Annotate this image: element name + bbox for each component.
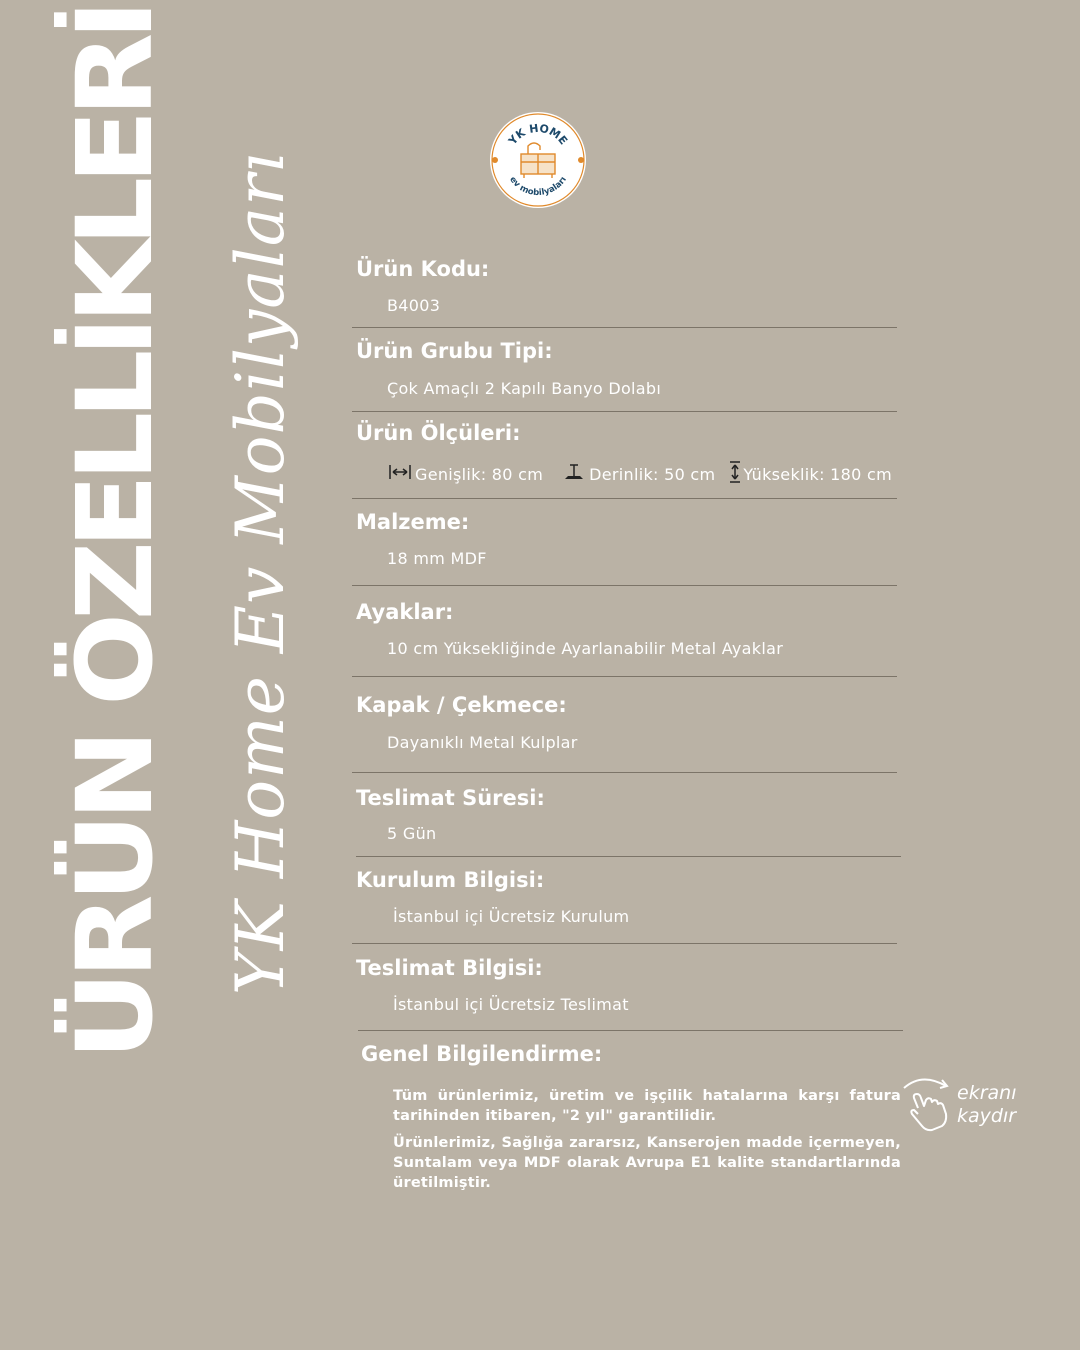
general-note-warranty: Tüm ürünlerimiz, üretim ve işçilik hatalarına karşı fatura tarihinden itibaren, "2 yıl" garantilidir. [393,1088,901,1124]
logo-top-text: YK HOME [506,121,570,148]
width-arrow-icon [389,463,411,485]
installation-title: Kurulum Bilgisi: [356,868,545,892]
divider [352,943,897,944]
divider [352,772,897,773]
width-text: Genişlik: 80 cm [415,464,544,484]
scroll-hint-text [957,1082,1016,1128]
height-arrow-icon [729,461,741,487]
group-value: Çok Amaçlı 2 Kapılı Banyo Dolabı [387,379,662,398]
height-text: Yükseklik: 180 cm [743,464,892,484]
depth-text: Derinlik: 50 cm [589,464,716,484]
divider [352,498,897,499]
group-title: Ürün Grubu Tipi: [356,339,553,363]
code-title: Ürün Kodu: [356,257,490,281]
delivery-info-value: İstanbul içi Ücretsiz Teslimat [393,995,629,1014]
scroll-hint-line1: ekranı [957,1082,1017,1104]
divider [352,327,897,328]
delivery-time-title: Teslimat Süresi: [356,786,545,810]
cover-value: Dayanıklı Metal Kulplar [387,733,578,752]
material-value: 18 mm MDF [387,549,487,568]
divider [352,585,897,586]
divider [358,1030,903,1031]
logo-bottom-text: ev mobilyaları [507,174,569,199]
scroll-hint-line2: kaydır [957,1105,1017,1127]
dimensions-row [389,461,906,487]
installation-value: İstanbul içi Ücretsiz Kurulum [393,907,630,926]
height-item [729,461,892,487]
legs-value: 10 cm Yüksekliğinde Ayarlanabilir Metal Ayaklar [387,639,784,658]
delivery-time-value: 5 Gün [387,824,437,843]
legs-title: Ayaklar: [356,600,454,624]
dimensions-title: Ürün Ölçüleri: [356,421,521,445]
divider [352,676,897,677]
width-item [389,463,543,485]
depth-item [563,463,715,485]
divider [352,411,897,412]
vertical-subtitle: YK Home Ev Mobilyaları [222,151,299,995]
brand-logo [488,110,588,210]
divider [356,856,901,857]
delivery-info-title: Teslimat Bilgisi: [356,956,543,980]
general-note-quality: Ürünlerimiz, Sağlığa zararsız, Kanserojen madde içermeyen, Suntalam veya MDF olarak Avrupa E1 kalite standartlarında üretilmiştir. [393,1135,901,1191]
vertical-title: ÜRÜN ÖZELLİKLERİ [54,6,176,1061]
general-title: Genel Bilgilendirme: [361,1042,603,1066]
material-title: Malzeme: [356,510,470,534]
depth-icon [563,463,585,485]
cover-title: Kapak / Çekmece: [356,693,567,717]
code-value: B4003 [387,296,441,315]
